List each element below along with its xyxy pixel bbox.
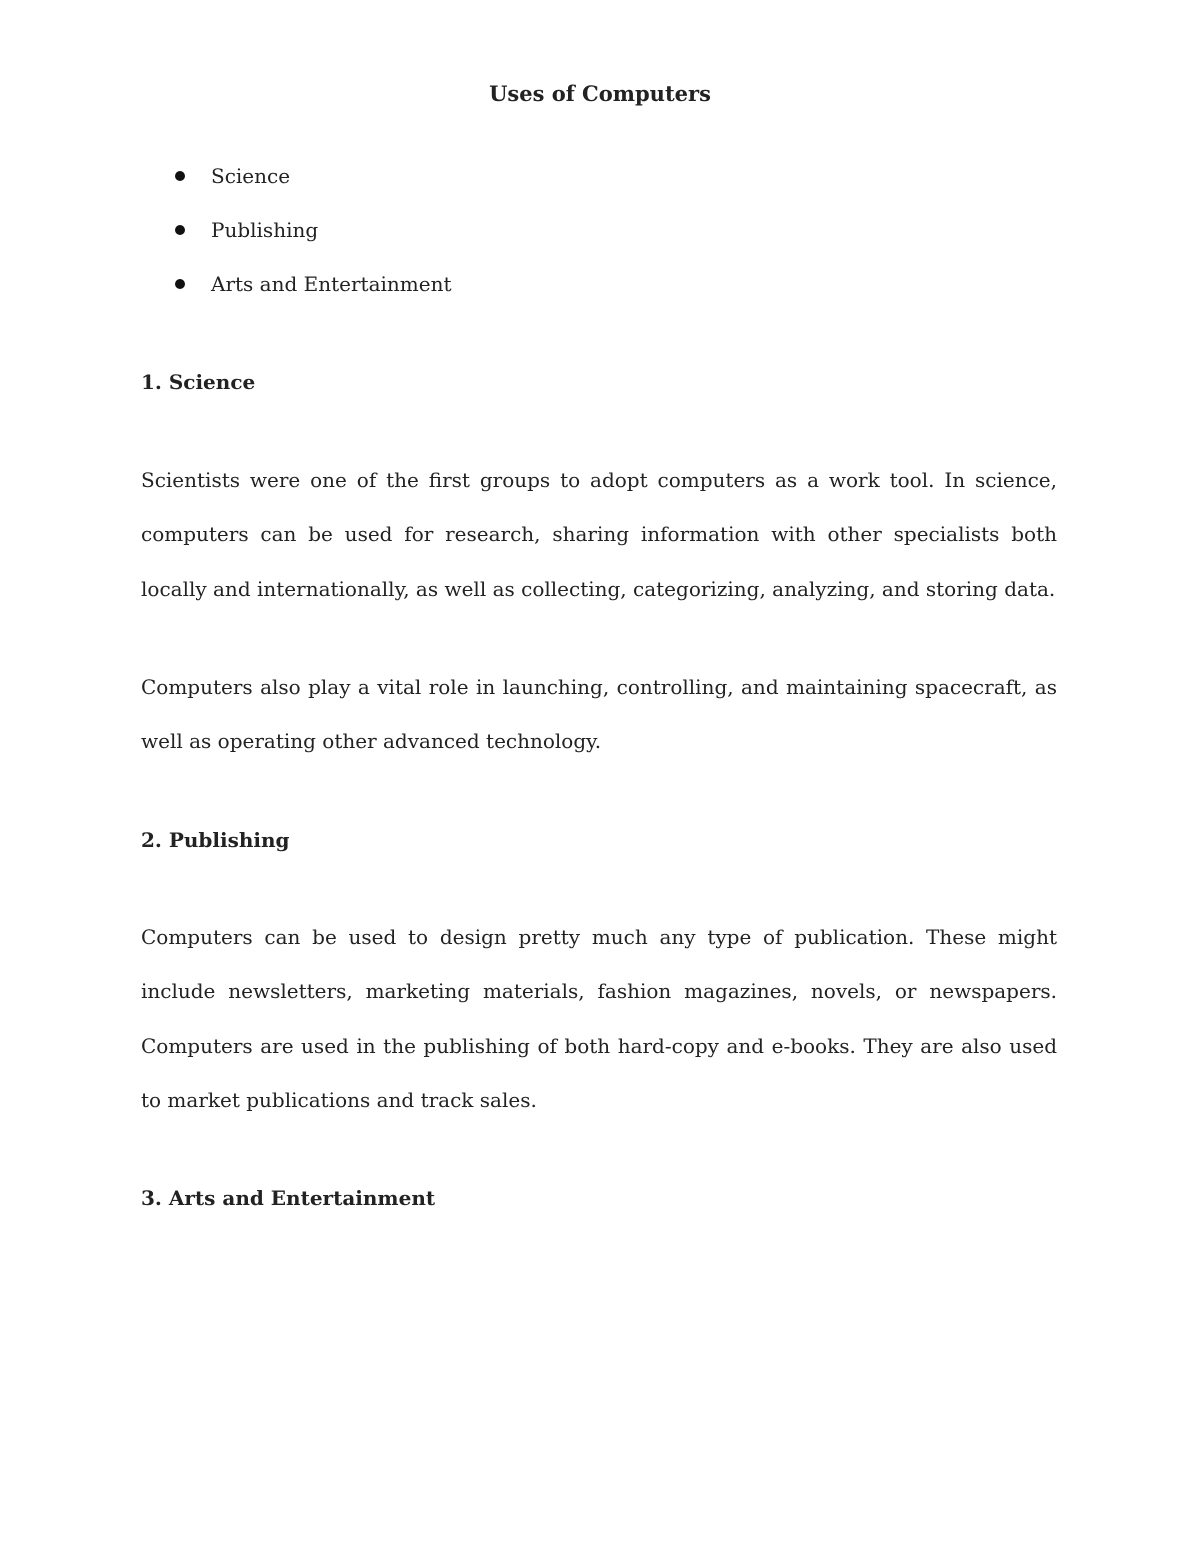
science-paragraph-1: Scientists were one of the first groups to adopt computers as a work tool. In science, computers can be used for research, sharing information with other specialists both locally and internationally, as well as collecting, categorizing, analyzing, and storing data. <box>141 468 1057 601</box>
bullet-dot-icon <box>175 225 185 235</box>
bullet-label: Publishing <box>211 218 319 242</box>
section-heading-arts-entertainment: 3. Arts and Entertainment <box>141 1186 436 1210</box>
bullet-dot-icon <box>175 279 185 289</box>
publishing-paragraph-1: Computers can be used to design pretty much any type of publication. These might include newsletters, marketing materials, fashion magazines, novels, or newspapers. Computers are used in the publishing of both hard-copy and e-books. They are also used to market publications and track sales. <box>141 925 1057 1112</box>
science-paragraph-2: Computers also play a vital role in launching, controlling, and maintaining spacecraft, as well as operating other advanced technology. <box>141 675 1057 754</box>
bullet-label: Arts and Entertainment <box>211 272 452 296</box>
bullet-item-arts-entertainment <box>175 270 452 324</box>
bullet-item-publishing <box>175 216 452 270</box>
topic-bullet-list <box>175 162 452 324</box>
bullet-dot-icon <box>175 171 185 181</box>
document-title: Uses of Computers <box>489 81 711 106</box>
section-heading-science: 1. Science <box>141 370 256 394</box>
bullet-item-science <box>175 162 452 216</box>
section-heading-publishing: 2. Publishing <box>141 828 290 852</box>
bullet-label: Science <box>211 164 291 188</box>
